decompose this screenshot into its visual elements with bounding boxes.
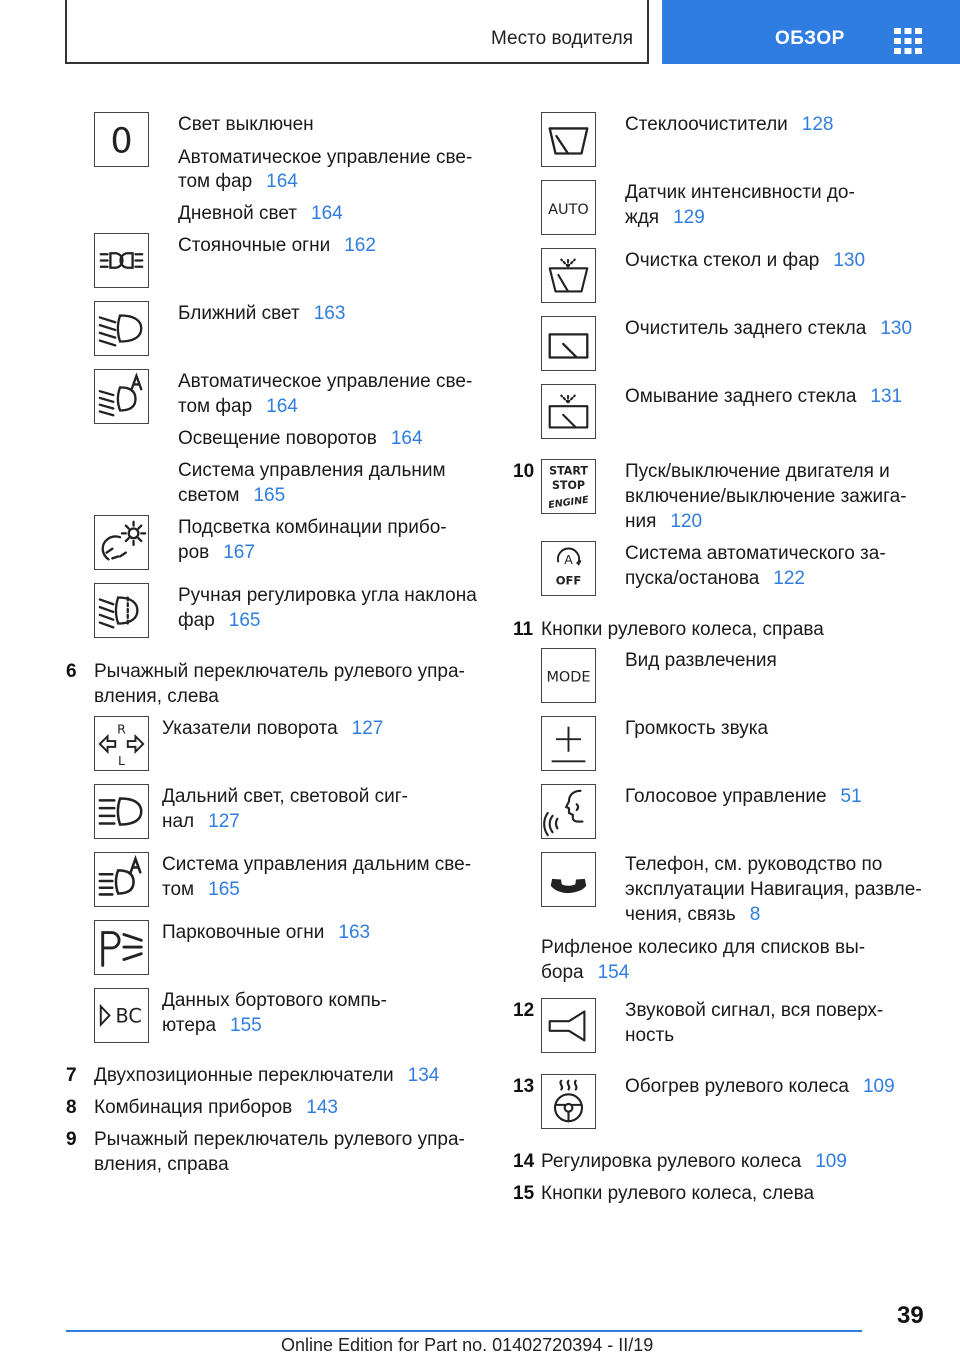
page-ref-link[interactable]: 122: [773, 568, 805, 589]
high-beam-assist-text-line1: Система управления дальним: [178, 460, 446, 481]
page-ref-link[interactable]: 143: [306, 1097, 338, 1118]
phone-icon: [541, 852, 596, 907]
parking-lights2-icon: [94, 920, 149, 975]
page-ref-link[interactable]: 134: [407, 1065, 440, 1086]
rear-wiper-text: Очиститель заднего стекла 130: [625, 318, 913, 339]
high-beam-assist-text-line2: светом 165: [178, 485, 286, 506]
grid-menu-icon[interactable]: [894, 28, 922, 54]
svg-text:START: START: [549, 464, 588, 478]
svg-text:0: 0: [110, 121, 133, 162]
item-number-15: 15: [513, 1183, 535, 1204]
page-ref-link[interactable]: 128: [801, 114, 834, 135]
instrument-lighting-text-line1: Подсветка комбинации прибо-: [178, 517, 447, 538]
headlight-range-text-line2: фар 165: [178, 610, 261, 631]
turn-signal-text: Указатели поворота 127: [162, 718, 384, 739]
auto-start-stop-icon: [541, 541, 596, 596]
high-beam-text-line2: нал 127: [162, 811, 240, 832]
high-beam-assist2-text-line1: Система управления дальним све-: [162, 854, 472, 875]
page-ref-link[interactable]: 165: [253, 485, 286, 506]
lever-left-text-line2: вления, слева: [94, 686, 219, 707]
lever-right-text-line2: вления, справа: [94, 1154, 229, 1175]
auto-headlight-text-line1: Автоматическое управление све-: [178, 371, 473, 392]
svg-text:L: L: [118, 753, 125, 769]
page-ref-link[interactable]: 51: [840, 786, 862, 807]
volume-text: Громкость звука: [625, 718, 769, 739]
page-ref-link[interactable]: 109: [862, 1076, 895, 1097]
rear-wiper-icon: [541, 316, 596, 371]
page-ref-link[interactable]: 164: [311, 203, 343, 224]
item-number-11: 11: [513, 619, 534, 640]
auto-light-text-line2: том фар 164: [178, 171, 298, 192]
page-ref-link[interactable]: 167: [223, 542, 255, 563]
item-number-7: 7: [66, 1065, 77, 1086]
auto-start-stop-text-line1: Система автоматического за-: [625, 543, 886, 564]
parking-lights-icon: [94, 233, 149, 288]
page-ref-link[interactable]: 120: [670, 511, 703, 532]
item-number-13: 13: [513, 1076, 535, 1097]
turn-signal-icon: [94, 716, 149, 771]
page-number: 39: [897, 1302, 924, 1329]
header-section-title: Место водителя: [491, 28, 633, 49]
day-light-text: Дневной свет 164: [178, 203, 343, 224]
start-stop-text-line1: Пуск/выключение двигателя и: [625, 461, 890, 482]
page-ref-link[interactable]: 164: [266, 171, 298, 192]
footer-edition-text: Online Edition for Part no. 01402720394 - II/19: [281, 1335, 654, 1355]
page-ref-link[interactable]: 165: [208, 879, 240, 900]
auto-start-stop-text-line2: пуска/останова 122: [625, 568, 805, 589]
page-ref-link[interactable]: 155: [230, 1015, 262, 1036]
steering-heating-icon: [541, 1074, 596, 1129]
page-ref-link[interactable]: 127: [351, 718, 384, 739]
headlight-range-icon: [94, 583, 149, 638]
washer-icon: [541, 248, 596, 303]
light-off-icon: [94, 112, 149, 167]
svg-text:OFF: OFF: [555, 573, 582, 588]
entertainment-text: Вид развлечения: [625, 650, 777, 671]
start-stop-button-icon: [541, 459, 596, 514]
page-ref-link[interactable]: 109: [815, 1151, 847, 1172]
high-beam-assist2-text-line2: том 165: [162, 879, 240, 900]
horn-text-line1: Звуковой сигнал, вся поверх-: [625, 1000, 884, 1021]
item-number-8: 8: [66, 1097, 77, 1118]
item-number-9: 9: [66, 1129, 77, 1150]
high-beam-text-line1: Дальний свет, световой сиг-: [162, 786, 408, 807]
wheel-buttons-left-text: Кнопки рулевого колеса, слева: [541, 1183, 815, 1204]
phone-text-line3: чения, связь 8: [625, 904, 761, 925]
voice-control-text: Голосовое управление 51: [625, 786, 862, 807]
phone-text-line2: эксплуатации Навигация, развле-: [625, 879, 922, 900]
header-section-box: [65, 0, 649, 64]
rain-sensor-text-line2: ждя 129: [625, 207, 705, 228]
page-ref-link[interactable]: 131: [870, 386, 903, 407]
light-off-text: Свет выключен: [178, 114, 314, 135]
auto-headlight-icon: [94, 369, 149, 424]
instrument-lighting-text-line2: ров 167: [178, 542, 255, 563]
svg-text:MODE: MODE: [546, 669, 591, 686]
page-ref-link[interactable]: 165: [228, 610, 261, 631]
board-computer-text-line1: Данных бортового компь-: [162, 990, 387, 1011]
rain-sensor-text-line1: Датчик интенсивности до-: [625, 182, 855, 203]
wipers-icon: [541, 112, 596, 167]
page-ref-link[interactable]: 163: [338, 922, 371, 943]
high-beam-assist-icon: [94, 852, 149, 907]
item-number-12: 12: [513, 1000, 535, 1021]
instrument-lighting-icon: [94, 515, 149, 570]
board-computer-text-line2: ютера 155: [162, 1015, 262, 1036]
lever-right-text-line1: Рычажный переключатель рулевого упра-: [94, 1129, 465, 1150]
low-beam-icon: [94, 301, 149, 356]
page-ref-link[interactable]: 154: [597, 962, 630, 983]
washer-text: Очистка стекол и фар 130: [625, 250, 866, 271]
board-computer-icon: [94, 988, 149, 1043]
instrument-cluster-text: Комбинация приборов 143: [94, 1097, 338, 1118]
voice-control-icon: [541, 784, 596, 839]
page-ref-link[interactable]: 8: [749, 904, 761, 925]
item-number-10: 10: [513, 461, 535, 482]
rain-sensor-icon: [541, 180, 596, 235]
auto-headlight-text-line2: том фар 164: [178, 396, 298, 417]
svg-text:BC: BC: [115, 1004, 142, 1028]
volume-icon: [541, 716, 596, 771]
phone-text-line1: Телефон, см. руководство по: [625, 854, 883, 875]
svg-text:R: R: [117, 721, 126, 737]
thumbwheel-text-line2: бора 154: [541, 962, 630, 983]
dual-switch-text: Двухпозиционные переключатели 134: [94, 1065, 440, 1086]
footer-divider: [66, 1330, 862, 1332]
horn-icon: [541, 998, 596, 1053]
cornering-light-text: Освещение поворотов 164: [178, 428, 423, 449]
wipers-text: Стеклоочистители 128: [625, 114, 834, 135]
svg-text:ENGINE: ENGINE: [547, 494, 590, 512]
item-number-6: 6: [66, 661, 77, 682]
page-ref-link[interactable]: 130: [880, 318, 913, 339]
page-ref-link[interactable]: 164: [266, 396, 298, 417]
headlight-range-text-line1: Ручная регулировка угла наклона: [178, 585, 477, 606]
rear-washer-text: Омывание заднего стекла 131: [625, 386, 903, 407]
auto-light-text-line1: Автоматическое управление све-: [178, 147, 473, 168]
mode-button-icon: [541, 648, 596, 703]
header-chapter-title[interactable]: ОБЗОР: [775, 28, 845, 49]
svg-text:STOP: STOP: [551, 478, 586, 492]
svg-text:AUTO: AUTO: [548, 201, 589, 218]
lever-left-text-line1: Рычажный переключатель рулевого упра-: [94, 661, 465, 682]
parking-lights-text: Стояночные огни 162: [178, 235, 376, 256]
low-beam-text: Ближний свет 163: [178, 303, 346, 324]
wheel-buttons-right-text: Кнопки рулевого колеса, справа: [541, 619, 824, 640]
page-ref-link[interactable]: 127: [208, 811, 240, 832]
start-stop-text-line2: включение/выключение зажига-: [625, 486, 907, 507]
parking-lights2-text: Парковочные огни 163: [162, 922, 371, 943]
item-number-14: 14: [513, 1151, 535, 1172]
page-ref-link[interactable]: 129: [673, 207, 705, 228]
page-ref-link[interactable]: 130: [833, 250, 866, 271]
high-beam-icon: [94, 784, 149, 839]
page-ref-link[interactable]: 163: [313, 303, 346, 324]
steering-adjust-text: Регулировка рулевого колеса 109: [541, 1151, 847, 1172]
page-ref-link[interactable]: 164: [390, 428, 423, 449]
start-stop-text-line3: ния 120: [625, 511, 703, 532]
page-ref-link[interactable]: 162: [344, 235, 376, 256]
thumbwheel-text-line1: Рифленое колесико для списков вы-: [541, 937, 866, 958]
horn-text-line2: ность: [625, 1025, 675, 1046]
svg-text:A: A: [564, 552, 573, 568]
steering-heating-text: Обогрев рулевого колеса 109: [625, 1076, 895, 1097]
rear-washer-icon: [541, 384, 596, 439]
